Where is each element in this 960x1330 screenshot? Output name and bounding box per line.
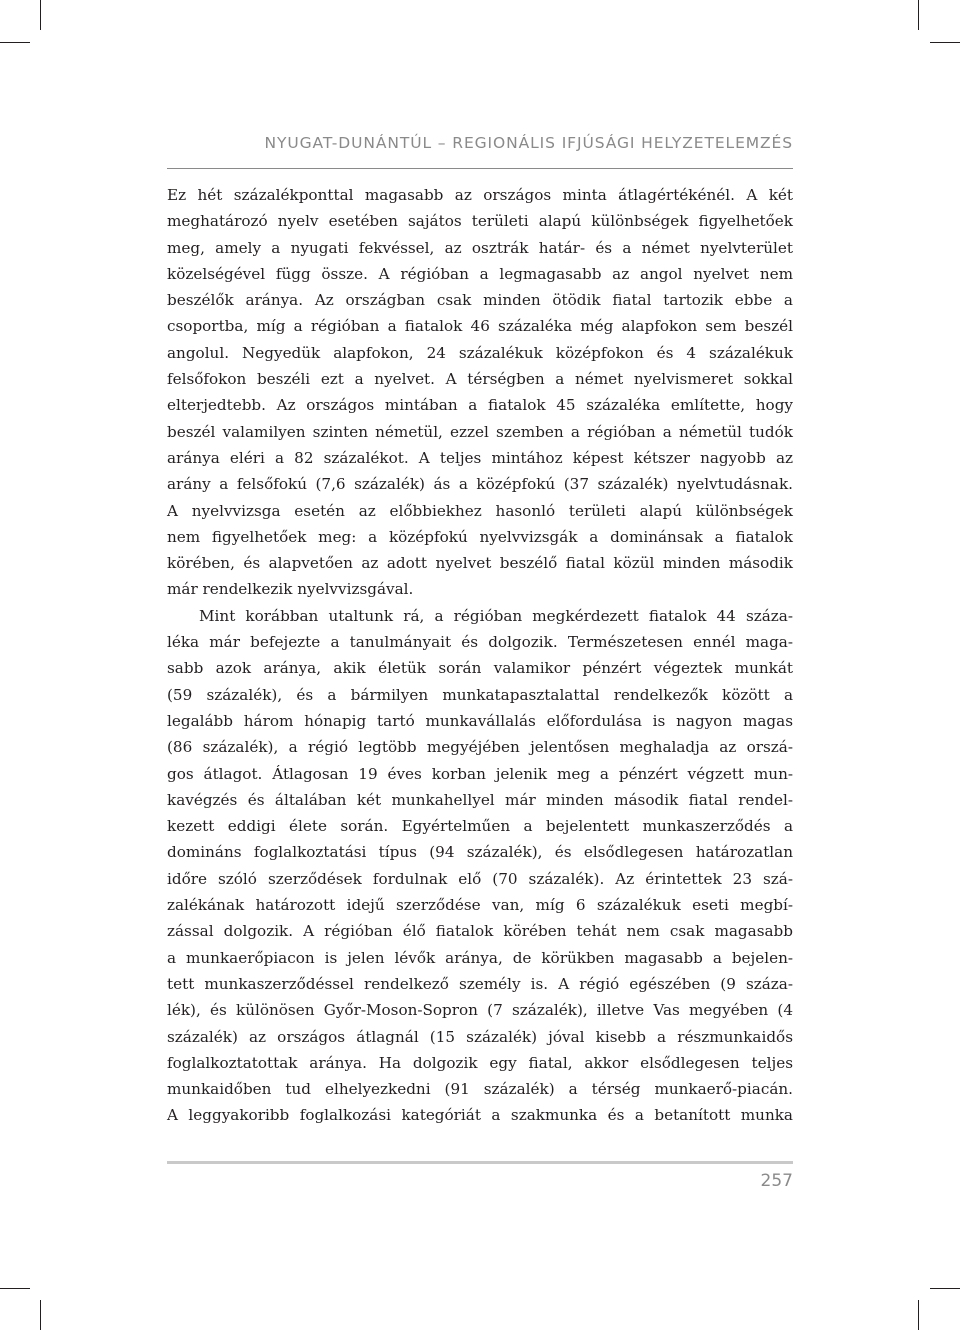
crop-mark-bottom-left-horizontal bbox=[0, 1288, 30, 1289]
text-line: elterjedtebb. Az országos mintában a fiatalok 45 százaléka említette, hogy bbox=[167, 396, 793, 415]
paragraph-2 bbox=[167, 603, 793, 1129]
text-line: léka már befejezte a tanulmányait és dolgozik. Természetesen ennél maga- bbox=[167, 633, 793, 652]
text-line: angolul. Negyedük alapfokon, 24 százalékuk középfokon és 4 százalékuk bbox=[167, 343, 793, 362]
text-line: A leggyakoribb foglalkozási kategóriát a szakmunka és a betanított munka bbox=[167, 1106, 793, 1125]
crop-mark-top-left-horizontal bbox=[0, 42, 30, 43]
text-line: beszél valamilyen szinten németül, ezzel szemben a régióban a németül tudók bbox=[167, 422, 793, 441]
crop-mark-bottom-left-vertical bbox=[40, 1300, 41, 1330]
text-line: zalékának határozott idejű szerződése van, míg 6 százalékuk eseti megbí- bbox=[167, 896, 793, 915]
text-line: legalább három hónapig tartó munkavállalás előfordulása is nagyon magas bbox=[167, 711, 793, 730]
text-line: meg, amely a nyugati fekvéssel, az osztrák határ- és a német nyelvterület bbox=[167, 238, 793, 257]
text-line: kezett eddigi élete során. Egyértelműen a bejelentett munkaszerződés a bbox=[167, 817, 793, 836]
body-text bbox=[167, 182, 793, 1129]
crop-mark-top-left-vertical bbox=[40, 0, 41, 30]
running-header-title: NYUGAT-DUNÁNTÚL – REGIONÁLIS IFJÚSÁGI HELYZETELEMZÉS bbox=[264, 134, 793, 152]
crop-mark-bottom-right-vertical bbox=[918, 1300, 919, 1330]
text-line: Mint korábban utaltunk rá, a régióban megkérdezett fiatalok 44 száza- bbox=[199, 606, 793, 625]
page-number: 257 bbox=[760, 1171, 793, 1191]
crop-mark-top-right-horizontal bbox=[930, 42, 960, 43]
text-line: közelségével függ össze. A régióban a legmagasabb az angol nyelvet nem bbox=[167, 264, 793, 283]
crop-mark-top-right-vertical bbox=[918, 0, 919, 30]
text-line: zással dolgozik. A régióban élő fiatalok körében tehát nem csak magasabb bbox=[167, 922, 793, 941]
footer-rule bbox=[167, 1161, 793, 1164]
text-line: tett munkaszerződéssel rendelkező személy is. A régió egészében (9 száza- bbox=[167, 974, 793, 993]
text-line: százalék) az országos átlagnál (15 százalék) jóval kisebb a részmunkaidős bbox=[167, 1027, 793, 1046]
crop-mark-bottom-right-horizontal bbox=[930, 1288, 960, 1289]
text-line: (86 százalék), a régió legtöbb megyéjében jelentősen meghaladja az orszá- bbox=[167, 738, 793, 757]
text-line: körében, és alapvetően az adott nyelvet beszélő fiatal közül minden második bbox=[167, 554, 793, 573]
text-line: arány a felsőfokú (7,6 százalék) ás a középfokú (37 százalék) nyelvtudásnak. bbox=[167, 475, 793, 494]
text-line: (59 százalék), és a bármilyen munkatapasztalattal rendelkezők között a bbox=[167, 685, 793, 704]
text-line: domináns foglalkoztatási típus (94 százalék), és elsődlegesen határozatlan bbox=[167, 843, 793, 862]
running-header bbox=[167, 132, 793, 169]
text-line: kavégzés és általában két munkahellyel már minden második fiatal rendel- bbox=[167, 790, 793, 809]
text-line: lék), és különösen Győr-Moson-Sopron (7 százalék), illetve Vas megyében (4 bbox=[167, 1001, 793, 1020]
text-line: nem figyelhetőek meg: a középfokú nyelvvizsgák a dominánsak a fiatalok bbox=[167, 527, 793, 546]
text-line: munkaidőben tud elhelyezkedni (91 százalék) a térség munkaerő-piacán. bbox=[167, 1080, 793, 1099]
text-line: csoportba, míg a régióban a fiatalok 46 százaléka még alapfokon sem beszél bbox=[167, 317, 793, 336]
text-line: már rendelkezik nyelvvizsgával. bbox=[167, 580, 414, 599]
text-line: aránya eléri a 82 százalékot. A teljes mintához képest kétszer nagyobb az bbox=[167, 448, 793, 467]
text-line: időre szóló szerződések fordulnak elő (70 százalék). Az érintettek 23 szá- bbox=[167, 869, 793, 888]
text-line: sabb azok aránya, akik életük során valamikor pénzért végeztek munkát bbox=[167, 659, 793, 678]
text-line: beszélők aránya. Az országban csak minden ötödik fiatal tartozik ebbe a bbox=[167, 291, 793, 310]
text-line: A nyelvvizsga esetén az előbbiekhez hasonló területi alapú különbségek bbox=[167, 501, 793, 520]
text-line: Ez hét százalékponttal magasabb az országos minta átlagértékénél. A két bbox=[167, 186, 793, 204]
text-line: foglalkoztatottak aránya. Ha dolgozik egy fiatal, akkor elsődlegesen teljes bbox=[167, 1053, 793, 1072]
text-line: gos átlagot. Átlagosan 19 éves korban jelenik meg a pénzért végzett mun- bbox=[167, 764, 793, 783]
text-line: felsőfokon beszéli ezt a nyelvet. A térségben a német nyelvismeret sokkal bbox=[167, 370, 793, 389]
text-line: meghatározó nyelv esetében sajátos területi alapú különbségek figyelhetőek bbox=[167, 212, 793, 231]
paragraph-1 bbox=[167, 182, 793, 603]
text-line: a munkaerőpiacon is jelen lévők aránya, de körükben magasabb a bejelen- bbox=[167, 948, 793, 967]
